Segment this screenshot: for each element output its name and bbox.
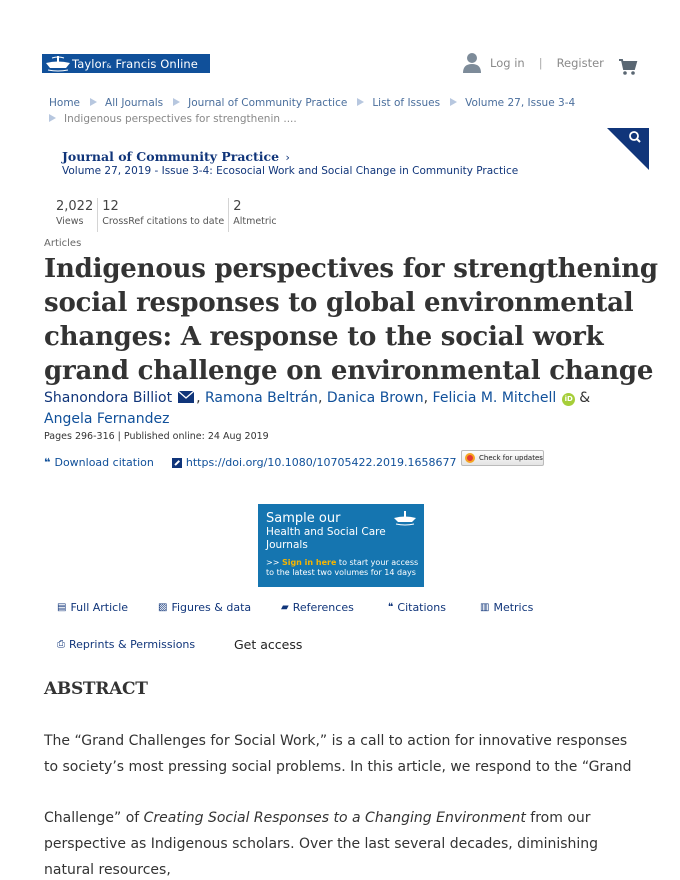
breadcrumb-list-of-issues[interactable]: List of Issues — [372, 97, 441, 109]
separator: | — [538, 56, 543, 70]
tab-metrics[interactable]: ▥ Metrics — [480, 601, 534, 614]
breadcrumb-current: Indigenous perspectives for strengthenin .... — [64, 113, 297, 125]
metric-value: 12 — [102, 199, 119, 214]
search-toggle-button[interactable] — [607, 128, 649, 170]
breadcrumb-home[interactable]: Home — [49, 97, 81, 109]
register-link[interactable]: Register — [556, 56, 604, 70]
metric-label: Views — [56, 216, 84, 227]
tab-figures-data[interactable]: ▨ Figures & data — [158, 601, 252, 614]
tandf-logo[interactable] — [42, 54, 210, 73]
breadcrumb-arrow-icon — [49, 114, 56, 122]
boat-icon — [392, 510, 418, 526]
author-link[interactable]: Felicia M. Mitchell — [432, 390, 557, 406]
print-icon: ⎙ — [57, 639, 65, 650]
chevron-right-icon: › — [285, 151, 290, 164]
banner-subheading-2: Journals — [266, 539, 308, 551]
cart-icon[interactable] — [618, 58, 638, 76]
sample-journals-banner[interactable] — [258, 504, 424, 587]
metric-views — [56, 198, 98, 232]
abstract-paragraph: Challenge” of Creating Social Responses to a Changing Environment from our perspective as Indigenous scholars. Over the last several decades, diminishing natural resources, — [44, 810, 599, 878]
article-metrics — [56, 198, 281, 232]
abstract-paragraph: The “Grand Challenges for Social Work,” is a call to action for innovative responses to society’s most pressing social problems. In this article, we respond to the “Grand — [44, 733, 632, 775]
breadcrumb — [49, 95, 649, 127]
tab-references[interactable]: ▰ References — [281, 601, 354, 614]
issue-link[interactable]: Volume 27, 2019 - Issue 3-4: Ecosocial Work and Social Change in Community Practice — [62, 165, 519, 177]
document-icon: ▤ — [57, 602, 67, 613]
breadcrumb-arrow-icon — [173, 98, 180, 106]
author-link[interactable]: Ramona Beltrán — [205, 390, 318, 406]
pages-published-info: Pages 296-316 | Published online: 24 Aug 2019 — [44, 431, 269, 442]
person-icon — [462, 52, 482, 74]
banner-subheading: Health and Social Care — [266, 526, 386, 538]
author-link[interactable]: Shanondora Billiot — [44, 390, 173, 406]
author-link[interactable]: Danica Brown — [326, 390, 424, 406]
tab-reprints-permissions[interactable]: ⎙ Reprints & Permissions — [57, 638, 196, 651]
metric-value: 2,022 — [56, 199, 94, 214]
banner-sign-in-link[interactable]: Sign in here — [281, 558, 337, 567]
metric-crossref[interactable] — [98, 198, 229, 232]
journal-title-link[interactable]: Journal of Community Practice › — [62, 149, 290, 164]
check-for-updates-label: Check for updates — [479, 454, 543, 462]
quote-icon: ❝ — [44, 456, 51, 469]
logo-text: Taylor& Francis Online — [72, 56, 198, 71]
breadcrumb-all-journals[interactable]: All Journals — [105, 97, 164, 109]
citation-row — [44, 456, 456, 469]
check-for-updates-button[interactable] — [461, 450, 544, 466]
doi-link[interactable]: https://doi.org/10.1080/10705422.2019.1658677 — [185, 456, 457, 469]
quote-icon: ❝ — [388, 602, 394, 613]
breadcrumb-volume[interactable]: Volume 27, Issue 3-4 — [465, 97, 576, 109]
external-link-icon — [172, 458, 182, 468]
author-link[interactable]: Angela Fernandez — [44, 411, 170, 427]
orcid-icon[interactable]: iD — [562, 393, 575, 406]
author-list: Shanondora Billiot , Ramona Beltrán, Danica Brown, Felicia M. Mitchell iD & Angela Fernandez — [44, 390, 591, 427]
image-icon: ▨ — [158, 602, 168, 613]
boat-icon — [42, 54, 72, 73]
metric-value: 2 — [233, 199, 242, 214]
download-citation-link[interactable]: Download citation — [54, 456, 154, 469]
login-link[interactable]: Log in — [490, 56, 525, 70]
tab-full-article[interactable]: ▤ Full Article — [57, 601, 129, 614]
breadcrumb-arrow-icon — [90, 98, 97, 106]
book-icon: ▰ — [281, 602, 289, 613]
metric-label: Altmetric — [233, 216, 277, 227]
article-type-label: Articles — [44, 238, 82, 249]
banner-heading: Sample our — [266, 511, 341, 526]
metric-label: CrossRef citations to date — [102, 216, 225, 227]
bar-chart-icon: ▥ — [480, 602, 490, 613]
envelope-icon[interactable] — [178, 391, 194, 403]
article-title: Indigenous perspectives for strengthening social responses to global environmental changes: A response to the social work grand challenge on environmental change — [44, 254, 658, 386]
breadcrumb-arrow-icon — [357, 98, 364, 106]
metric-altmetric[interactable] — [229, 198, 280, 232]
crossmark-icon — [465, 453, 475, 463]
user-area — [462, 52, 604, 74]
breadcrumb-arrow-icon — [450, 98, 457, 106]
breadcrumb-journal[interactable]: Journal of Community Practice — [188, 97, 348, 109]
banner-cta: >> Sign in here to start your access to the latest two volumes for 14 days — [266, 558, 419, 577]
get-access-button[interactable]: Get access — [234, 637, 303, 652]
tab-citations[interactable]: ❝ Citations — [388, 601, 446, 614]
abstract-heading: ABSTRACT — [44, 679, 148, 699]
